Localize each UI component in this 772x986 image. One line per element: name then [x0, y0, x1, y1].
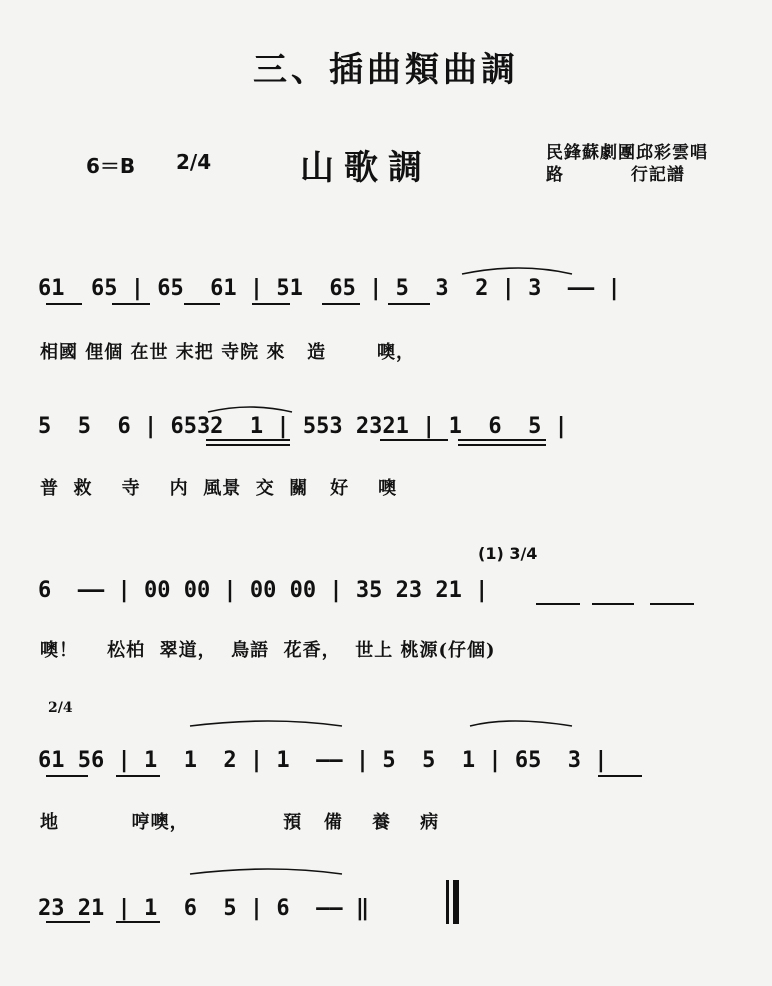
- notation-line-4: 61 56 | 1 1 2 | 1 —— | 5 5 1 | 65 3 |: [38, 748, 608, 773]
- key-signature: 6＝B: [86, 154, 136, 178]
- section-title: 三、插曲類曲調: [253, 50, 519, 90]
- lyrics-line-4: 地 哼噢， 預 備 養 病: [40, 812, 440, 833]
- credit-singer: 民鋒蘇劇團邱彩雲唱: [546, 143, 708, 163]
- beam-lines: [46, 304, 694, 922]
- section-marker: (1) 3/4: [478, 544, 538, 563]
- lyrics-line-1: 相國 俚個 在世 末把 寺院 來 造 噢，: [40, 342, 415, 363]
- notation-line-1: 61 65 | 65 61 | 51 65 | 5 3 2 | 3 —— |: [38, 276, 621, 301]
- notation-line-3: 6 —— | 00 00 | 00 00 | 35 23 21 |: [38, 578, 489, 603]
- lyrics-line-2: 普 救 寺 内 風景 交 關 好 噢: [40, 478, 398, 499]
- slurs: [190, 268, 572, 874]
- time-signature-change: 2/4: [48, 700, 73, 716]
- time-signature: 2/4: [176, 150, 212, 174]
- song-title: 山歌調: [300, 148, 432, 188]
- notation-line-2: 5 5 6 | 6532 1 | 553 2321 | 1 6 5 |: [38, 414, 568, 439]
- lyrics-line-3: 噢！ 松柏 翠道， 鳥語 花香， 世上 桃源(仔個): [40, 640, 496, 661]
- credit-transcriber: 路 行記譜: [546, 165, 685, 185]
- final-barline: [446, 880, 449, 924]
- notation-line-5: 23 21 | 1 6 5 | 6 —— ‖: [38, 896, 370, 921]
- final-barline-thick: [453, 880, 459, 924]
